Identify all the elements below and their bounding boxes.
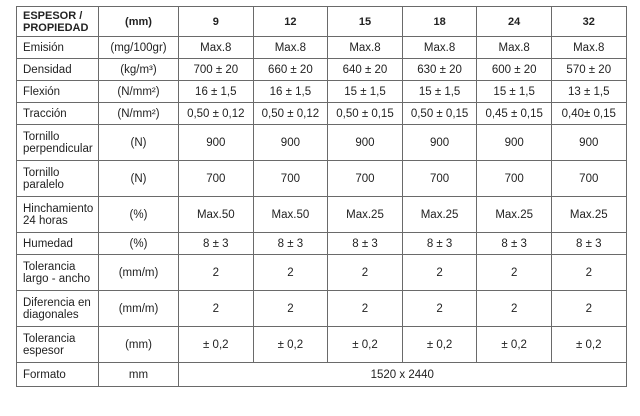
value-cell: 700 <box>328 161 403 197</box>
value-cell: Max.25 <box>328 197 403 233</box>
value-cell: 8 ± 3 <box>328 233 403 255</box>
property-cell: Tornillo paralelo <box>17 161 99 197</box>
value-cell: 2 <box>328 291 403 327</box>
value-cell: ± 0,2 <box>477 327 552 363</box>
table-row <box>17 327 627 363</box>
value-cell: 2 <box>402 291 477 327</box>
value-cell: 700 <box>253 161 328 197</box>
value-cell: 900 <box>179 125 254 161</box>
value-cell: 0,50 ± 0,15 <box>328 103 403 125</box>
value-cell: Max.8 <box>477 37 552 59</box>
value-cell: Max.25 <box>551 197 626 233</box>
table-row <box>17 37 627 59</box>
value-cell: 570 ± 20 <box>551 59 626 81</box>
unit-cell: (N) <box>99 125 179 161</box>
value-cell: 900 <box>402 125 477 161</box>
value-cell: 2 <box>179 255 254 291</box>
value-cell: 0,45 ± 0,15 <box>477 103 552 125</box>
value-cell: 16 ± 1,5 <box>253 81 328 103</box>
property-cell: Flexión <box>17 81 99 103</box>
unit-cell: (%) <box>99 197 179 233</box>
value-cell: 700 ± 20 <box>179 59 254 81</box>
unit-cell: (mm/m) <box>99 291 179 327</box>
unit-cell: (N/mm²) <box>99 103 179 125</box>
value-cell: 700 <box>477 161 552 197</box>
value-cell: 0,50 ± 0,15 <box>402 103 477 125</box>
property-cell: Tornillo perpendicular <box>17 125 99 161</box>
value-cell: Max.25 <box>477 197 552 233</box>
value-cell: 2 <box>551 291 626 327</box>
value-cell: 2 <box>179 291 254 327</box>
property-cell: Densidad <box>17 59 99 81</box>
unit-cell: (kg/m³) <box>99 59 179 81</box>
header-thickness: 12 <box>253 7 328 37</box>
value-cell: 15 ± 1,5 <box>328 81 403 103</box>
format-property: Formato <box>17 363 99 387</box>
value-cell: 13 ± 1,5 <box>551 81 626 103</box>
value-cell: 8 ± 3 <box>179 233 254 255</box>
property-cell: Tolerancia largo - ancho <box>17 255 99 291</box>
value-cell: Max.50 <box>253 197 328 233</box>
value-cell: Max.8 <box>179 37 254 59</box>
table-row <box>17 197 627 233</box>
value-cell: 630 ± 20 <box>402 59 477 81</box>
property-cell: Tolerancia espesor <box>17 327 99 363</box>
value-cell: Max.8 <box>551 37 626 59</box>
table-row <box>17 291 627 327</box>
table-row <box>17 255 627 291</box>
value-cell: 2 <box>253 291 328 327</box>
value-cell: 2 <box>477 291 552 327</box>
header-thickness: 18 <box>402 7 477 37</box>
table-row <box>17 81 627 103</box>
header-thickness: 15 <box>328 7 403 37</box>
unit-cell: (N/mm²) <box>99 81 179 103</box>
value-cell: 900 <box>477 125 552 161</box>
table-row <box>17 125 627 161</box>
value-cell: 900 <box>551 125 626 161</box>
value-cell: 8 ± 3 <box>477 233 552 255</box>
value-cell: 0,50 ± 0,12 <box>253 103 328 125</box>
table-row <box>17 161 627 197</box>
value-cell: 0,50 ± 0,12 <box>179 103 254 125</box>
value-cell: Max.50 <box>179 197 254 233</box>
value-cell: 900 <box>253 125 328 161</box>
specifications-table <box>16 6 627 387</box>
property-cell: Emisión <box>17 37 99 59</box>
header-property-label: ESPESOR / PROPIEDAD <box>17 7 99 37</box>
unit-cell: (mg/100gr) <box>99 37 179 59</box>
value-cell: 2 <box>551 255 626 291</box>
value-cell: 900 <box>328 125 403 161</box>
format-unit: mm <box>99 363 179 387</box>
unit-cell: (N) <box>99 161 179 197</box>
header-thickness: 32 <box>551 7 626 37</box>
value-cell: ± 0,2 <box>253 327 328 363</box>
value-cell: ± 0,2 <box>402 327 477 363</box>
value-cell: Max.8 <box>253 37 328 59</box>
value-cell: 700 <box>551 161 626 197</box>
value-cell: 660 ± 20 <box>253 59 328 81</box>
value-cell: Max.8 <box>402 37 477 59</box>
value-cell: 600 ± 20 <box>477 59 552 81</box>
table-row <box>17 59 627 81</box>
header-thickness: 9 <box>179 7 254 37</box>
table-row <box>17 103 627 125</box>
value-cell: Max.8 <box>328 37 403 59</box>
unit-cell: (mm/m) <box>99 255 179 291</box>
format-row <box>17 363 627 387</box>
value-cell: ± 0,2 <box>179 327 254 363</box>
value-cell: 15 ± 1,5 <box>477 81 552 103</box>
property-cell: Diferencia en diagonales <box>17 291 99 327</box>
value-cell: 2 <box>477 255 552 291</box>
value-cell: 700 <box>402 161 477 197</box>
table-row <box>17 233 627 255</box>
value-cell: Max.25 <box>402 197 477 233</box>
property-cell: Tracción <box>17 103 99 125</box>
value-cell: 15 ± 1,5 <box>402 81 477 103</box>
unit-cell: (mm) <box>99 327 179 363</box>
value-cell: ± 0,2 <box>328 327 403 363</box>
value-cell: 8 ± 3 <box>402 233 477 255</box>
header-row <box>17 7 627 37</box>
value-cell: 8 ± 3 <box>551 233 626 255</box>
value-cell: 2 <box>253 255 328 291</box>
value-cell: 0,40± 0,15 <box>551 103 626 125</box>
value-cell: 8 ± 3 <box>253 233 328 255</box>
property-cell: Hinchamiento 24 horas <box>17 197 99 233</box>
value-cell: 640 ± 20 <box>328 59 403 81</box>
unit-cell: (%) <box>99 233 179 255</box>
value-cell: ± 0,2 <box>551 327 626 363</box>
value-cell: 700 <box>179 161 254 197</box>
value-cell: 16 ± 1,5 <box>179 81 254 103</box>
property-cell: Humedad <box>17 233 99 255</box>
format-value: 1520 x 2440 <box>179 363 627 387</box>
header-unit-label: (mm) <box>99 7 179 37</box>
value-cell: 2 <box>402 255 477 291</box>
header-thickness: 24 <box>477 7 552 37</box>
value-cell: 2 <box>328 255 403 291</box>
